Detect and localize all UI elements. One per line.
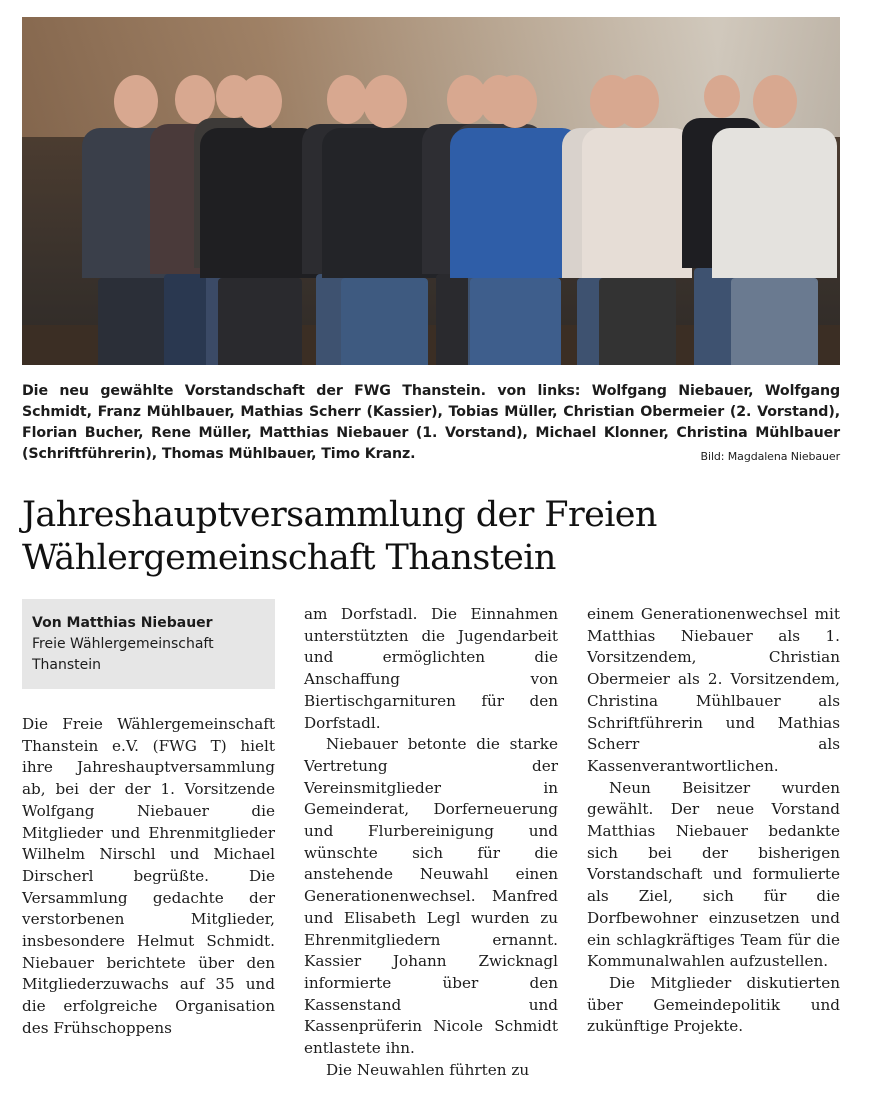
article-paragraph: Neun Beisitzer wurden gewählt. Der neue Vorstand Matthias Niebauer bedankte sich bei der bisherigen Vorstandschaft und formulierte als Ziel, sich für die Dorfbewohner einzusetzen und ein schlagkräftiges Team für die Kommunalwahlen aufzustellen. [587,778,840,971]
article-paragraph: am Dorfstadl. Die Einnahmen unterstützten die Jugendarbeit und ermöglichten die Anschaffung von Biertischgarnituren für den Dorfstadl. [304,605,558,732]
person-figure [582,45,692,365]
photo-caption [22,381,840,467]
person-figure [712,45,837,365]
article-headline: Jahreshauptversammlung der Freien Wählergemeinschaft Thanstein [22,495,657,578]
caption-text: Die neu gewählte Vorstandschaft der FWG Thanstein. von links: Wolfgang Niebauer, Wolfgang Schmidt, Franz Mühlbauer, Mathias Scherr (Kassier), Tobias Müller, Christian Obermeier (2. Vorstand), Florian Bucher, Rene Müller, Matthias Niebauer (1. Vorstand), Michael Klonner, Christina Mühlbauer (Schriftführerin), Thomas Mühlbauer, Timo Kranz. [22,383,840,462]
article-paragraph: Die Neuwahlen führten zu [326,1060,530,1079]
person-figure [450,45,580,365]
article-paragraph: einem Generationenwechsel mit Matthias Niebauer als 1. Vorsitzendem, Christian Obermeier als 2. Vorsitzendem, Christina Mühlbauer als Schriftführerin und Mathias Scherr als Kassenverantwortlichen. [587,605,840,775]
article-paragraph: Die Freie Wählergemeinschaft Thanstein e.V. (FWG T) hielt ihre Jahreshauptversammlung ab, bei der der 1. Vorsitzende Wolfgang Niebauer die Mitglieder und Ehrenmitglieder Wilhelm Nirschl und Michael Dirscherl begrüßte. Die Versammlung gedachte der verstorbenen Mitglieder, insbesondere Helmut Schmidt. Niebauer berichtete über den Mitgliederzuwachs auf 35 und die erfolgreiche Organisation des Frühschoppens [22,715,275,1037]
author-organization: Freie Wählergemeinschaft Thanstein [32,636,214,673]
article-column-1 [22,714,275,1040]
author-byline: Von Matthias Niebauer [32,615,213,631]
group-photo [22,17,840,365]
article-paragraph: Niebauer betonte die starke Vertretung der Vereinsmitglieder in Gemeinderat, Dorferneuerung und Flurbereinigung und wünschte sich für die anstehende Neuwahl einen Generationenwechsel. Manfred und Elisabeth Legl wurden zu Ehrenmitgliedern ernannt. Kassier Johann Zwicknagl informierte über den Kassenstand und Kassenprüferin Nicole Schmidt entlastete ihn. [304,735,558,1058]
photo-credit: Bild: Magdalena Niebauer [700,450,840,463]
article-column-2 [304,604,558,1081]
author-box [22,599,275,689]
article-column-3 [587,604,840,1038]
article-paragraph: Die Mitglieder diskutierten über Gemeindepolitik und zukünftige Projekte. [587,973,840,1036]
